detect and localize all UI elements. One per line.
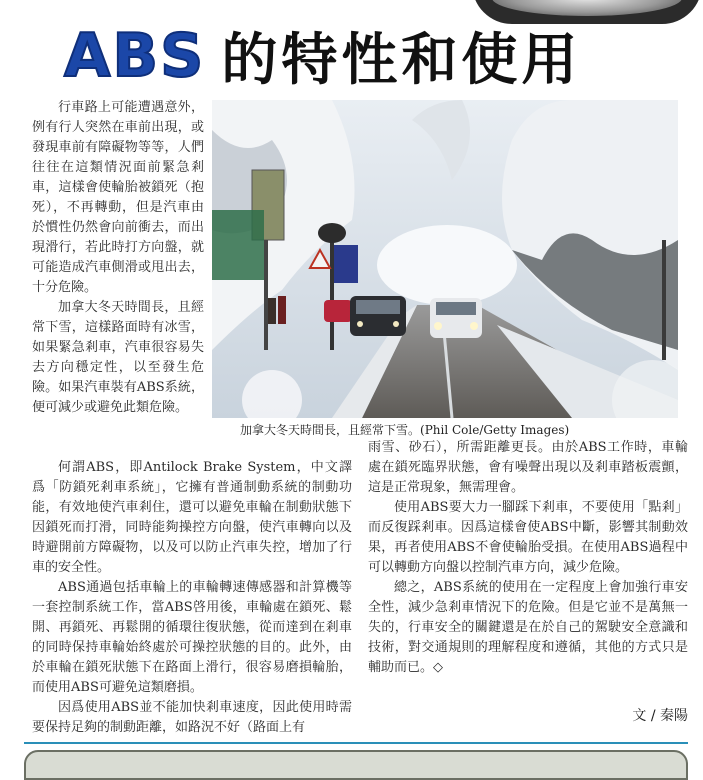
article-title [64, 20, 581, 92]
intro-column [32, 98, 204, 418]
paragraph: ABS通過包括車輪上的車輪轉速傳感器和計算機等一套控制系統工作，當ABS啓用後，車輪處在鎖死、鬆開、再鎖死、再鬆開的循環往復狀態，從而達到在剎車的同時保持車輪始終處於可操控狀態的目的。此外，由於車輪在鎖死狀態下在路面上滑行，很容易磨損輪胎，而使用ABS可避免這類磨損。 [32, 580, 352, 695]
left-column [32, 458, 352, 738]
paragraph: 雨雪、砂石），所需距離更長。由於ABS工作時，車輪處在鎖死臨界狀態，會有噪聲出現以及剎車踏板震顫，這是正常現象，無需理會。 [368, 440, 688, 495]
bottom-panel [24, 750, 688, 780]
caption-text: 加拿大冬天時間長，且經常下雪。 [240, 423, 421, 437]
paragraph: 加拿大冬天時間長，且經常下雪，這樣路面時有冰雪，如果緊急剎車，汽車很容易失去方向穩定性，以至發生危險。如果汽車裝有ABS系統，便可減少或避免此類危險。 [32, 300, 204, 415]
divider [24, 742, 688, 744]
paragraph: 因爲使用ABS並不能加快剎車速度，因此使用時需要保持足夠的制動距離，如路況不好（路面上有 [32, 700, 352, 735]
byline: 文 / 秦陽 [632, 708, 688, 724]
paragraph: 總之，ABS系統的使用在一定程度上會加強行車安全性，減少急剎車情況下的危險。但是它並不是萬無一失的，行車安全的關鍵還是在於自己的駕駛安全意識和技術，對交通規則的理解程度和遵循，其他的方式只是輔助而已。◇ [368, 580, 688, 675]
paragraph: 何謂ABS，即Antilock Brake System，中文譯爲「防鎖死剎車系統」，它擁有普通制動系統的制動功能，有效地使汽車剎住，還可以避免車輪在制動狀態下因鎖死而打滑，同時能夠操控方向盤，使汽車轉向以及時避開前方障礙物，以及可以防止汽車失控，增加了行車的安全性。 [32, 460, 352, 575]
paragraph: 行車路上可能遭遇意外，例有行人突然在車前出現，或發現車前有障礙物等等，人們往往在這類情況面前緊急剎車，這樣會使輪胎被鎖死（抱死），不再轉動，但是汽車由於慣性仍然會向前衝去，而出現滑行，若此時打方向盤，就可能造成汽車側滑或甩出去，十分危險。 [32, 100, 204, 295]
title-rest: 的特性和使用 [221, 28, 582, 93]
photo-caption [240, 422, 680, 438]
snowy-road-photo [212, 100, 678, 418]
caption-credit: (Phil Cole/Getty Images) [420, 423, 570, 437]
right-column [368, 438, 688, 678]
paragraph: 使用ABS要大力一腳踩下剎車，不要使用「點剎」而反復踩剎車。因爲這樣會使ABS中斷，影響其制動效果，再者使用ABS不會使輪胎受損。在使用ABS過程中可以轉動方向盤以控制汽車方向，減少危險。 [368, 500, 688, 575]
title-abs: ABS [64, 21, 206, 91]
